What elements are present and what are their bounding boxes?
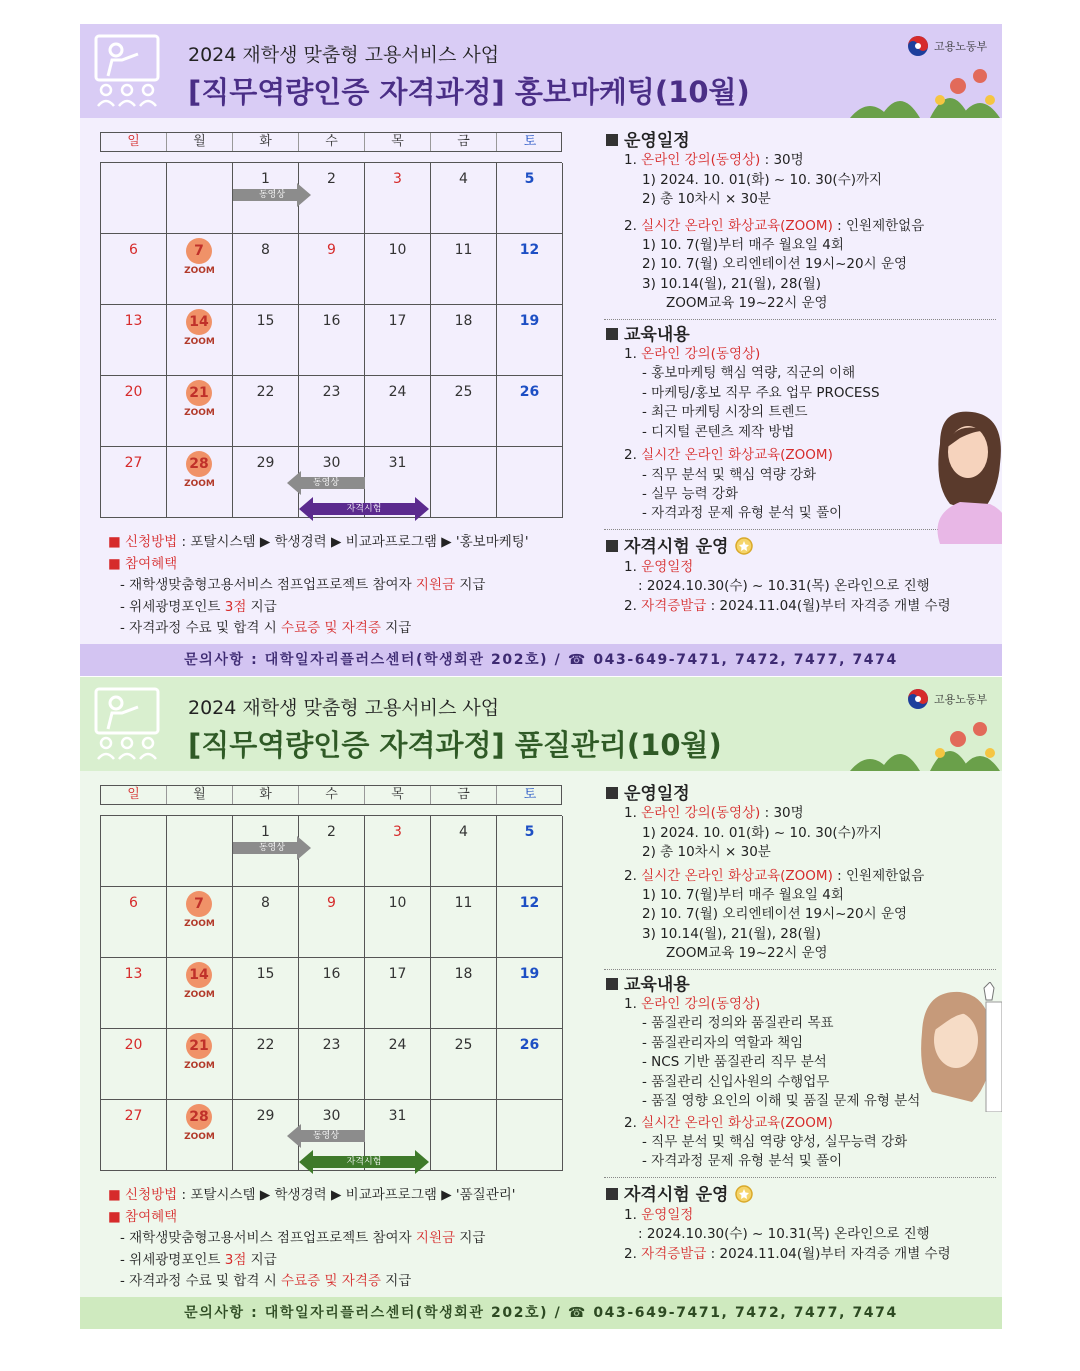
benefit-item: - 자격과정 수료 및 합격 시 수료증 및 자격증 지급 xyxy=(120,620,412,636)
calendar-day-number: 30 xyxy=(322,455,341,471)
calendar-day-number: 13 xyxy=(124,966,143,982)
weekday-sat: 토 xyxy=(523,134,537,149)
calendar-cell xyxy=(299,305,365,376)
schedule-subitem: ZOOM교육 19~22시 운영 xyxy=(666,945,828,962)
zoom-label: ZOOM xyxy=(184,337,215,347)
schedule-item: 1. 온라인 강의(동영상) : 30명 xyxy=(624,805,804,822)
calendar-day-number: 7 xyxy=(186,238,212,264)
calendar-cell xyxy=(431,1029,497,1100)
calendar-day-number: 22 xyxy=(256,384,275,400)
calendar-day-number: 22 xyxy=(256,1037,275,1053)
benefit-heading: ■ 참여혜택 xyxy=(108,555,178,572)
calendar-day-number: 21 xyxy=(186,1033,212,1059)
video-arrow-end xyxy=(287,471,365,495)
calendar-cell xyxy=(365,234,431,305)
calendar-day-number: 5 xyxy=(524,824,535,840)
calendar-cell xyxy=(365,305,431,376)
calendar-cell xyxy=(101,958,167,1029)
ministry-logo xyxy=(906,687,987,711)
poster-title: [직무역량인증 자격과정] 홍보마케팅(10월) xyxy=(188,75,750,109)
benefit-item: - 자격과정 수료 및 합격 시 수료증 및 자격증 지급 xyxy=(120,1273,412,1289)
schedule-subitem: 1) 10. 7(월)부터 매주 월요일 4회 xyxy=(642,237,844,254)
section-divider xyxy=(604,319,996,320)
content-heading: 교육내용 xyxy=(606,976,994,995)
calendar-grid xyxy=(100,815,562,1171)
weekday-thu: 목 xyxy=(365,786,431,804)
schedule-subitem: 2) 총 10차시 × 30분 xyxy=(642,844,771,861)
calendar-cell xyxy=(233,1029,299,1100)
calendar-weekday-header xyxy=(100,132,562,152)
benefit-item: - 위세광명포인트 3점 지급 xyxy=(120,1251,277,1268)
calendar-day-number: 30 xyxy=(322,1108,341,1124)
flowers-decoration-icon xyxy=(840,717,1002,771)
calendar-day-number: 7 xyxy=(186,891,212,917)
calendar-cell xyxy=(431,447,497,518)
calendar-cell xyxy=(431,234,497,305)
benefit-item: - 재학생맞춤형고용서비스 점프업프로젝트 참여자 지원금 지급 xyxy=(120,577,486,593)
calendar-cell xyxy=(497,305,563,376)
calendar-cell xyxy=(233,376,299,447)
content-item: 2. 실시간 온라인 화상교육(ZOOM) xyxy=(624,447,833,464)
calendar-day-number: 27 xyxy=(124,1108,143,1124)
content-subitem: - 품질관리자의 역할과 책임 xyxy=(642,1034,804,1051)
poster-header xyxy=(80,24,1002,118)
calendar-day-number: 13 xyxy=(124,313,143,329)
zoom-label: ZOOM xyxy=(184,990,215,1000)
calendar-cell xyxy=(431,1100,497,1171)
exam-heading: 자격시험 운영 xyxy=(606,536,994,558)
zoom-label: ZOOM xyxy=(184,1061,215,1071)
calendar-day-number: 10 xyxy=(388,895,407,911)
calendar-cell xyxy=(365,816,431,887)
calendar-cell xyxy=(167,376,233,447)
calendar-day-number: 23 xyxy=(322,384,341,400)
calendar-cell xyxy=(233,887,299,958)
contact-bar: 문의사항 : 대학일자리플러스센터(학생회관 202호) / ☎ 043-649-7471, 7472, 7477, 7474 xyxy=(80,1297,1002,1329)
calendar-day-number: 4 xyxy=(459,824,468,840)
weekday-wed: 수 xyxy=(299,786,365,804)
content-subitem: - 자격과정 문제 유형 분석 및 풀이 xyxy=(642,505,843,522)
calendar-day-number: 3 xyxy=(393,171,402,187)
video-arrow-start-label: 동영상 xyxy=(258,190,286,200)
content-subitem: - 홍보마케팅 핵심 역량, 직군의 이해 xyxy=(642,365,856,382)
content-subitem: - NCS 기반 품질관리 직무 분석 xyxy=(642,1054,827,1071)
weekday-mon: 월 xyxy=(167,786,233,804)
calendar-cell xyxy=(431,376,497,447)
content-heading: 교육내용 xyxy=(606,326,994,345)
calendar-cell xyxy=(167,958,233,1029)
apply-method-text: : 포탈시스템 ▶ 학생경력 ▶ 비교과프로그램 ▶ '품질관리' xyxy=(177,1187,516,1203)
calendar-day-number: 11 xyxy=(454,895,473,911)
apply-method-label: 신청방법 xyxy=(125,1187,178,1203)
schedule-subitem: ZOOM교육 19~22시 운영 xyxy=(666,295,828,312)
medal-icon xyxy=(734,536,754,558)
apply-section xyxy=(108,1185,578,1293)
calendar-day-number: 3 xyxy=(393,824,402,840)
weekday-mon: 월 xyxy=(167,133,233,151)
schedule-item: 2. 실시간 온라인 화상교육(ZOOM) : 인원제한없음 xyxy=(624,217,925,234)
calendar-cell xyxy=(299,958,365,1029)
content-subitem: - 디지털 콘텐츠 제작 방법 xyxy=(642,423,795,440)
exam-arrow xyxy=(299,1150,429,1174)
calendar-day-number: 18 xyxy=(454,313,473,329)
calendar-day-number: 2 xyxy=(327,171,336,187)
video-arrow-start xyxy=(233,836,311,860)
weekday-tue: 화 xyxy=(233,786,299,804)
calendar-cell xyxy=(101,234,167,305)
calendar-day-number: 10 xyxy=(388,242,407,258)
calendar-cell xyxy=(167,1029,233,1100)
calendar-day-number: 31 xyxy=(388,455,407,471)
content-subitem: - 직무 분석 및 핵심 역량 강화 xyxy=(642,466,817,483)
lecture-board-icon xyxy=(94,687,160,761)
schedule-subitem: 3) 10.14(월), 21(월), 28(월) xyxy=(642,925,822,942)
schedule-subitem: 2) 10. 7(월) 오리엔테이션 19시~20시 운영 xyxy=(642,906,908,923)
zoom-label: ZOOM xyxy=(184,1132,215,1142)
calendar-day-number: 9 xyxy=(327,242,336,258)
content-subitem: - 직무 분석 및 핵심 역량 양성, 실무능력 강화 xyxy=(642,1133,908,1150)
ministry-name: 고용노동부 xyxy=(934,40,988,53)
schedule-subitem: 2) 총 10차시 × 30분 xyxy=(642,191,771,208)
taegeuk-icon xyxy=(906,34,930,58)
calendar-cell xyxy=(233,305,299,376)
weekday-wed: 수 xyxy=(299,133,365,151)
poster-header xyxy=(80,677,1002,771)
calendar-day-number: 1 xyxy=(261,824,270,840)
exam-item: 2. 자격증발급 : 2024.11.04(월)부터 자격증 개별 수령 xyxy=(624,1245,951,1262)
calendar-cell xyxy=(101,816,167,887)
calendar-day-number: 20 xyxy=(124,384,143,400)
flowers-decoration-icon xyxy=(840,64,1002,118)
calendar-cell xyxy=(101,447,167,518)
content-subitem: - 실무 능력 강화 xyxy=(642,485,738,502)
calendar-day-number: 24 xyxy=(388,1037,407,1053)
benefit-item: - 위세광명포인트 3점 지급 xyxy=(120,598,277,615)
calendar-cell xyxy=(431,163,497,234)
calendar-day-number: 17 xyxy=(388,313,407,329)
calendar-cell xyxy=(431,305,497,376)
calendar-day-number: 28 xyxy=(186,451,212,477)
calendar-day-number: 14 xyxy=(186,962,212,988)
weekday-sun: 일 xyxy=(101,133,167,151)
calendar xyxy=(100,785,562,1171)
calendar-day-number: 6 xyxy=(129,242,138,258)
weekday-sun: 일 xyxy=(101,786,167,804)
benefit-label: 참여혜택 xyxy=(125,1208,178,1225)
zoom-label: ZOOM xyxy=(184,919,215,929)
exam-item: 1. 운영일정 xyxy=(624,558,694,575)
content-subitem: - 품질관리 정의와 품질관리 목표 xyxy=(642,1015,834,1032)
schedule-heading: 운영일정 xyxy=(606,785,994,804)
calendar-cell xyxy=(167,1100,233,1171)
calendar-day-number: 12 xyxy=(519,895,540,911)
calendar-cell xyxy=(167,234,233,305)
calendar-cell xyxy=(365,887,431,958)
ministry-name: 고용노동부 xyxy=(934,693,988,706)
taegeuk-icon xyxy=(906,687,930,711)
section-divider xyxy=(604,969,996,970)
calendar-cell xyxy=(299,376,365,447)
calendar-cell xyxy=(497,376,563,447)
benefit-heading: ■ 참여혜택 xyxy=(108,1208,178,1225)
calendar-cell xyxy=(101,376,167,447)
weekday-tue: 화 xyxy=(233,133,299,151)
content-subitem: - 자격과정 문제 유형 분석 및 풀이 xyxy=(642,1153,843,1170)
exam-item: 2. 자격증발급 : 2024.11.04(월)부터 자격증 개별 수령 xyxy=(624,597,951,614)
calendar-cell xyxy=(431,887,497,958)
schedule-heading: 운영일정 xyxy=(606,132,994,151)
medal-icon xyxy=(734,1184,754,1206)
calendar-cell xyxy=(299,887,365,958)
calendar-cell xyxy=(365,1029,431,1100)
schedule-subitem: 1) 10. 7(월)부터 매주 월요일 4회 xyxy=(642,887,844,904)
calendar-day-number: 2 xyxy=(327,824,336,840)
schedule-item: 1. 온라인 강의(동영상) : 30명 xyxy=(624,152,804,169)
calendar-cell xyxy=(365,958,431,1029)
contact-bar: 문의사항 : 대학일자리플러스센터(학생회관 202호) / ☎ 043-649-7471, 7472, 7477, 7474 xyxy=(80,644,1002,676)
calendar-cell xyxy=(497,234,563,305)
woman-peeking-illustration-icon xyxy=(912,982,1002,1112)
apply-method-label: 신청방법 xyxy=(125,534,178,550)
calendar-day-number: 9 xyxy=(327,895,336,911)
exam-arrow-label: 자격시험 xyxy=(346,1157,382,1167)
calendar-cell xyxy=(233,958,299,1029)
schedule-subitem: 1) 2024. 10. 01(화) ~ 10. 30(수)까지 xyxy=(642,824,883,841)
poster-subtitle: 2024 재학생 맞춤형 고용서비스 사업 xyxy=(188,44,500,66)
calendar-cell xyxy=(431,816,497,887)
calendar-day-number: 8 xyxy=(261,242,270,258)
calendar-day-number: 16 xyxy=(322,313,341,329)
calendar-day-number: 29 xyxy=(256,1108,275,1124)
calendar-day-number: 20 xyxy=(124,1037,143,1053)
calendar-day-number: 21 xyxy=(186,380,212,406)
video-arrow-start xyxy=(233,183,311,207)
content-subitem: - 마케팅/홍보 직무 주요 업무 PROCESS xyxy=(642,384,880,401)
ministry-logo xyxy=(906,34,987,58)
schedule-subitem: 2) 10. 7(월) 오리엔테이션 19시~20시 운영 xyxy=(642,256,908,273)
benefit-item: - 재학생맞춤형고용서비스 점프업프로젝트 참여자 지원금 지급 xyxy=(120,1230,486,1246)
exam-detail: : 2024.10.30(수) ~ 10.31(목) 온라인으로 진행 xyxy=(638,1226,930,1243)
calendar-day-number: 24 xyxy=(388,384,407,400)
calendar-day-number: 6 xyxy=(129,895,138,911)
zoom-label: ZOOM xyxy=(184,479,215,489)
weekday-sat: 토 xyxy=(523,787,537,802)
poster-quality xyxy=(80,677,1002,1329)
schedule-subitem: 1) 2024. 10. 01(화) ~ 10. 30(수)까지 xyxy=(642,171,883,188)
calendar-cell xyxy=(167,305,233,376)
calendar-day-number: 4 xyxy=(459,171,468,187)
calendar-cell xyxy=(497,816,563,887)
poster-subtitle: 2024 재학생 맞춤형 고용서비스 사업 xyxy=(188,697,500,719)
calendar-day-number: 26 xyxy=(519,1037,540,1053)
schedule-subitem: 3) 10.14(월), 21(월), 28(월) xyxy=(642,275,822,292)
calendar-day-number: 23 xyxy=(322,1037,341,1053)
exam-arrow-label: 자격시험 xyxy=(346,504,382,514)
calendar-cell xyxy=(431,958,497,1029)
calendar-day-number: 11 xyxy=(454,242,473,258)
calendar-day-number: 18 xyxy=(454,966,473,982)
video-arrow-end-label: 동영상 xyxy=(312,478,340,488)
calendar-cell xyxy=(101,887,167,958)
zoom-label: ZOOM xyxy=(184,408,215,418)
calendar-cell xyxy=(167,163,233,234)
calendar-cell xyxy=(167,447,233,518)
calendar-day-number: 17 xyxy=(388,966,407,982)
woman-illustration-icon xyxy=(920,404,1002,544)
zoom-label: ZOOM xyxy=(184,266,215,276)
calendar-cell xyxy=(101,305,167,376)
calendar-day-number: 26 xyxy=(519,384,540,400)
calendar-cell xyxy=(101,163,167,234)
calendar-cell xyxy=(167,816,233,887)
benefit-label: 참여혜택 xyxy=(125,555,178,572)
calendar-day-number: 27 xyxy=(124,455,143,471)
calendar xyxy=(100,132,562,518)
apply-method: ■ 신청방법 : 포탈시스템 ▶ 학생경력 ▶ 비교과프로그램 ▶ '품질관리' xyxy=(108,1187,516,1203)
content-item: 1. 온라인 강의(동영상) xyxy=(624,996,761,1013)
section-divider xyxy=(604,1177,996,1178)
calendar-day-number: 19 xyxy=(519,313,540,329)
weekday-thu: 목 xyxy=(365,133,431,151)
weekday-fri: 금 xyxy=(431,786,497,804)
calendar-day-number: 1 xyxy=(261,171,270,187)
video-arrow-start-label: 동영상 xyxy=(258,843,286,853)
calendar-day-number: 31 xyxy=(388,1108,407,1124)
content-item: 1. 온라인 강의(동영상) xyxy=(624,346,761,363)
calendar-cell xyxy=(497,447,563,518)
calendar-cell xyxy=(497,887,563,958)
exam-item: 1. 운영일정 xyxy=(624,1206,694,1223)
calendar-day-number: 8 xyxy=(261,895,270,911)
video-arrow-end-label: 동영상 xyxy=(312,1131,340,1141)
calendar-day-number: 16 xyxy=(322,966,341,982)
calendar-cell xyxy=(497,958,563,1029)
apply-section xyxy=(108,532,578,640)
calendar-cell xyxy=(299,234,365,305)
calendar-day-number: 15 xyxy=(256,313,275,329)
exam-detail: : 2024.10.30(수) ~ 10.31(목) 온라인으로 진행 xyxy=(638,578,930,595)
calendar-cell xyxy=(101,1029,167,1100)
calendar-day-number: 14 xyxy=(186,309,212,335)
weekday-fri: 금 xyxy=(431,133,497,151)
exam-arrow xyxy=(299,497,429,521)
calendar-day-number: 28 xyxy=(186,1104,212,1130)
exam-heading: 자격시험 운영 xyxy=(606,1184,994,1206)
schedule-item: 2. 실시간 온라인 화상교육(ZOOM) : 인원제한없음 xyxy=(624,867,925,884)
calendar-cell xyxy=(365,376,431,447)
calendar-day-number: 5 xyxy=(524,171,535,187)
calendar-cell xyxy=(233,234,299,305)
calendar-cell xyxy=(299,1029,365,1100)
calendar-cell xyxy=(497,1029,563,1100)
apply-method-text: : 포탈시스템 ▶ 학생경력 ▶ 비교과프로그램 ▶ '홍보마케팅' xyxy=(177,534,529,550)
calendar-day-number: 12 xyxy=(519,242,540,258)
calendar-day-number: 29 xyxy=(256,455,275,471)
lecture-board-icon xyxy=(94,34,160,108)
content-subitem: - 품질관리 신입사원의 수행업무 xyxy=(642,1073,830,1090)
calendar-day-number: 25 xyxy=(454,384,473,400)
calendar-day-number: 25 xyxy=(454,1037,473,1053)
calendar-day-number: 19 xyxy=(519,966,540,982)
calendar-cell xyxy=(497,163,563,234)
calendar-day-number: 15 xyxy=(256,966,275,982)
poster-marketing xyxy=(80,24,1002,676)
content-subitem: - 최근 마케팅 시장의 트렌드 xyxy=(642,404,808,421)
calendar-cell xyxy=(167,887,233,958)
calendar-weekday-header xyxy=(100,785,562,805)
poster-title: [직무역량인증 자격과정] 품질관리(10월) xyxy=(188,728,722,762)
apply-method: ■ 신청방법 : 포탈시스템 ▶ 학생경력 ▶ 비교과프로그램 ▶ '홍보마케팅' xyxy=(108,534,529,550)
calendar-cell xyxy=(497,1100,563,1171)
video-arrow-end xyxy=(287,1124,365,1148)
calendar-cell xyxy=(101,1100,167,1171)
content-subitem: - 품질 영향 요인의 이해 및 품질 문제 유형 분석 xyxy=(642,1093,921,1110)
content-item: 2. 실시간 온라인 화상교육(ZOOM) xyxy=(624,1114,833,1131)
calendar-grid xyxy=(100,162,562,518)
calendar-cell xyxy=(365,163,431,234)
